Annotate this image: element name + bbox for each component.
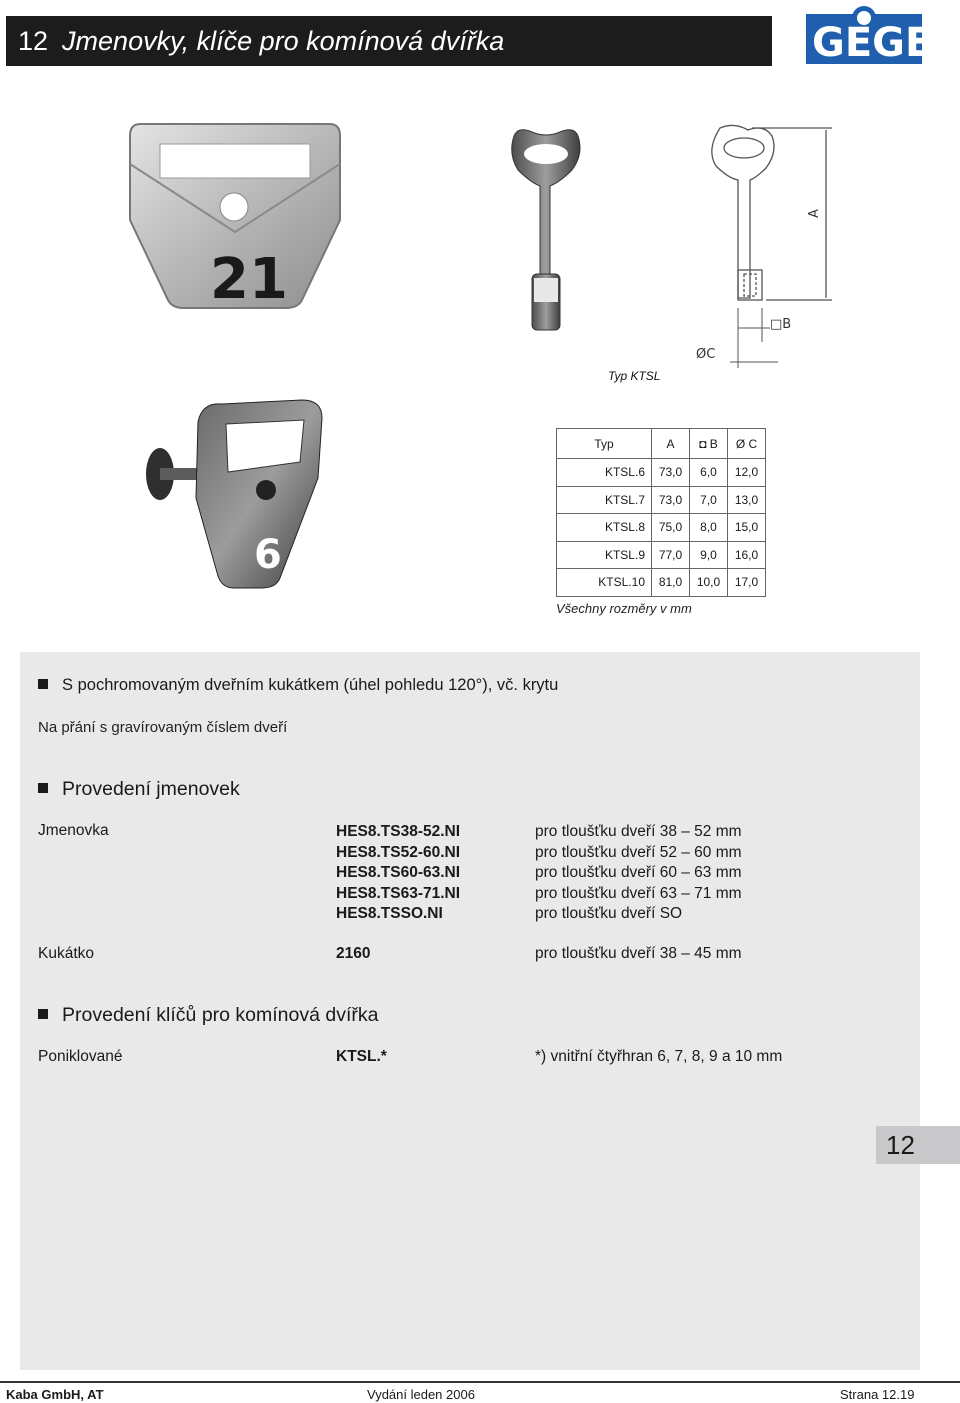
bullet-square-icon <box>38 783 48 793</box>
bullet-square-icon <box>38 679 48 689</box>
jmenovka-desc: pro tloušťku dveří 52 – 60 mm <box>535 843 742 861</box>
jmenovka-code: HES8.TSSO.NI <box>336 905 443 922</box>
dimensions-table <box>556 428 766 597</box>
keys-code: KTSL.* <box>336 1048 387 1065</box>
logo-text: GEGE <box>812 20 933 66</box>
table-cell: 7,0 <box>690 486 728 514</box>
jmenovka-desc: pro tloušťku dveří 63 – 71 mm <box>535 884 742 902</box>
chapter-tab: 12 <box>876 1126 960 1164</box>
jmenovka-descs <box>535 822 742 925</box>
jmenovka-desc: pro tloušťku dveří 38 – 52 mm <box>535 823 742 840</box>
table-cell: 13,0 <box>728 486 766 514</box>
table-header-a: A <box>652 429 690 459</box>
tag-number-bottom: 6 <box>254 532 282 578</box>
table-cell: KTSL.9 <box>557 541 652 569</box>
table-cell: 8,0 <box>690 514 728 542</box>
dimensions-note: Všechny rozměry v mm <box>556 601 692 616</box>
jmenovka-code: HES8.TS63-71.NI <box>336 884 461 902</box>
table-cell: 15,0 <box>728 514 766 542</box>
section-keys-heading <box>38 1004 379 1027</box>
key-technical-drawing <box>690 122 822 374</box>
bullet-square-icon <box>38 1009 48 1019</box>
table-cell: 81,0 <box>652 569 690 597</box>
chapter-header <box>6 16 772 66</box>
jmenovka-label: Jmenovka <box>38 822 109 839</box>
footer-divider <box>0 1381 960 1383</box>
jmenovka-codes <box>336 822 460 925</box>
tag-number-top: 21 <box>210 247 288 312</box>
keys-label: Poniklované <box>38 1048 123 1065</box>
table-cell: 73,0 <box>652 459 690 487</box>
kukatko-desc: pro tloušťku dveří 38 – 45 mm <box>535 945 742 962</box>
table-cell: KTSL.7 <box>557 486 652 514</box>
chapter-number: 12 <box>18 25 49 56</box>
footer-company: Kaba GmbH, AT <box>6 1387 104 1402</box>
peephole-tag-photo <box>138 398 328 594</box>
table-header-b: ◘ B <box>690 429 728 459</box>
table-cell: 10,0 <box>690 569 728 597</box>
table-cell: KTSL.8 <box>557 514 652 542</box>
table-cell: 16,0 <box>728 541 766 569</box>
jmenovka-desc: pro tloušťku dveří 60 – 63 mm <box>535 864 742 881</box>
drawing-label-c: ØC <box>696 347 716 362</box>
table-cell: 9,0 <box>690 541 728 569</box>
gege-logo <box>806 6 933 68</box>
footer <box>0 1385 960 1403</box>
jmenovka-code: HES8.TS60-63.NI <box>336 864 461 881</box>
kukatko-code: 2160 <box>336 945 371 962</box>
table-cell: 75,0 <box>652 514 690 542</box>
table-header-typ: Typ <box>557 429 652 459</box>
table-row <box>557 459 766 487</box>
footer-page-number: Strana 12.19 <box>840 1387 915 1402</box>
table-row <box>557 514 766 542</box>
table-cell: KTSL.10 <box>557 569 652 597</box>
keys-desc: *) vnitřní čtyřhran 6, 7, 8, 9 a 10 mm <box>535 1048 783 1065</box>
table-row <box>557 541 766 569</box>
table-cell: 12,0 <box>728 459 766 487</box>
table-row <box>557 569 766 597</box>
table-cell: 73,0 <box>652 486 690 514</box>
key-photo <box>508 126 584 332</box>
jmenovka-code: HES8.TS38-52.NI <box>336 823 461 840</box>
figure-caption: Typ KTSL <box>608 369 661 383</box>
feature-peephole <box>38 676 558 695</box>
table-cell: 6,0 <box>690 459 728 487</box>
table-header-row <box>557 429 766 459</box>
jmenovka-code: HES8.TS52-60.NI <box>336 843 461 861</box>
table-cell: KTSL.6 <box>557 459 652 487</box>
table-cell: 17,0 <box>728 569 766 597</box>
table-header-c: Ø C <box>728 429 766 459</box>
feature-engraving: Na přání s gravírovaným číslem dveří <box>38 719 288 736</box>
chapter-title: Jmenovky, klíče pro komínová dvířka <box>62 25 505 56</box>
section-tags-heading <box>38 778 240 801</box>
table-row <box>557 486 766 514</box>
name-tag-image <box>126 120 344 312</box>
jmenovka-desc: pro tloušťku dveří SO <box>535 905 683 922</box>
kukatko-label: Kukátko <box>38 945 95 962</box>
section-tags-title: Provedení jmenovek <box>62 778 240 800</box>
drawing-label-b: □B <box>770 317 792 332</box>
footer-issue: Vydání leden 2006 <box>367 1387 475 1402</box>
feature-peephole-text: S pochromovaným dveřním kukátkem (úhel pohledu 120°), vč. krytu <box>62 676 559 694</box>
table-cell: 77,0 <box>652 541 690 569</box>
drawing-label-a: A <box>807 209 822 218</box>
section-keys-title: Provedení klíčů pro komínová dvířka <box>62 1004 379 1026</box>
